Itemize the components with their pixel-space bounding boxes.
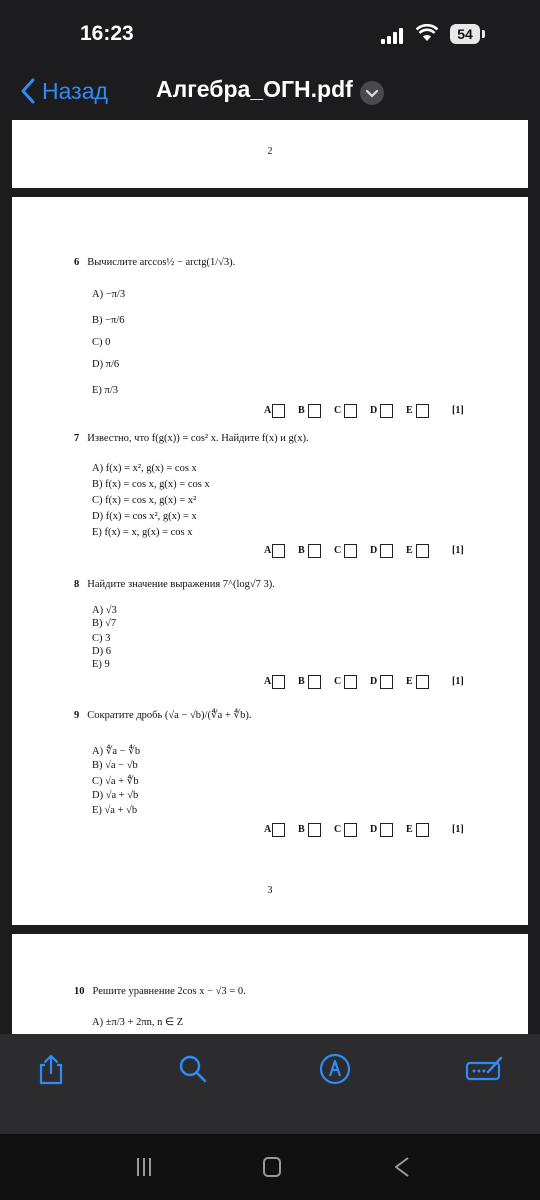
system-navigation-bar	[0, 1134, 540, 1200]
answer-label: C	[334, 545, 342, 556]
question-10	[74, 986, 246, 997]
markup-icon[interactable]	[318, 1052, 352, 1086]
answer-box-c	[344, 675, 357, 689]
battery-tip	[482, 30, 485, 38]
answer-label: D	[370, 545, 378, 556]
answer-box-a	[272, 404, 285, 418]
page-number: 3	[267, 885, 273, 896]
answer-box-b	[308, 675, 321, 689]
question-9	[74, 709, 252, 721]
option: B) √a − √b	[92, 760, 138, 771]
option: A) ±π/3 + 2πn, n ∈ Z	[92, 1017, 184, 1028]
answer-label: D	[370, 405, 378, 416]
status-time: 16:23	[80, 22, 134, 45]
answer-label: E	[406, 824, 413, 835]
battery-level: 54	[457, 26, 473, 42]
option: E) √a + √b	[92, 805, 138, 816]
answer-label: B	[298, 545, 305, 556]
answer-box-a	[272, 823, 285, 837]
option: E) π/3	[92, 385, 119, 396]
answer-label: A	[264, 545, 272, 556]
option: B) f(x) = cos x, g(x) = cos x	[92, 479, 210, 490]
form-fill-icon[interactable]	[464, 1052, 504, 1086]
question-number: 8	[74, 579, 80, 590]
option: D) f(x) = cos x², g(x) = x	[92, 511, 197, 522]
option: C) 0	[92, 337, 111, 348]
answer-box-d	[380, 675, 393, 689]
answer-marks: [1]	[452, 676, 464, 687]
document-title[interactable]: Алгебра_ОГН.pdf	[156, 76, 353, 102]
answer-box-d	[380, 404, 393, 418]
answer-box-e	[416, 544, 429, 558]
question-text: Сократите дробь (√a − √b)/(∜a + ∜b).	[87, 710, 252, 721]
option: D) π/6	[92, 359, 120, 370]
question-number: 7	[74, 433, 80, 444]
answer-label: A	[264, 405, 272, 416]
recent-apps-icon[interactable]	[134, 1156, 154, 1178]
answer-marks: [1]	[452, 824, 464, 835]
option: A) −π/3	[92, 289, 126, 300]
question-text: Найдите значение выражения 7^(log√7 3).	[87, 579, 275, 590]
pdf-page-3	[12, 197, 528, 925]
search-icon[interactable]	[176, 1052, 210, 1086]
question-6	[74, 257, 235, 268]
back-button-label: Назад	[42, 77, 108, 104]
answer-box-c	[344, 823, 357, 837]
option: A) ∜a − ∜b	[92, 746, 141, 757]
answer-box-b	[308, 823, 321, 837]
chevron-left-icon	[20, 78, 36, 104]
question-number: 9	[74, 710, 80, 721]
option: A) √3	[92, 605, 117, 616]
option: C) √a + ∜b	[92, 776, 139, 787]
chevron-down-icon	[360, 81, 384, 105]
status-bar	[0, 0, 540, 62]
answer-label: E	[406, 676, 413, 687]
answer-label: B	[298, 405, 305, 416]
option: E) f(x) = x, g(x) = cos x	[92, 527, 193, 538]
option: C) 3	[92, 633, 111, 644]
back-nav-icon[interactable]	[392, 1156, 412, 1178]
title-menu-button[interactable]	[360, 81, 384, 105]
answer-box-e	[416, 823, 429, 837]
pdf-page-2	[12, 120, 528, 188]
option: E) 9	[92, 659, 110, 670]
pdf-viewer[interactable]	[0, 120, 540, 1034]
option: A) f(x) = x², g(x) = cos x	[92, 463, 197, 474]
answer-label: A	[264, 676, 272, 687]
bottom-toolbar	[0, 1034, 540, 1134]
question-8	[74, 579, 275, 590]
answer-marks: [1]	[452, 405, 464, 416]
battery-icon	[450, 24, 480, 44]
answer-label: D	[370, 676, 378, 687]
option: C) f(x) = cos x, g(x) = x²	[92, 495, 197, 506]
question-text: Вычислите arccos½ − arctg(1/√3).	[87, 257, 236, 268]
question-number: 6	[74, 257, 80, 268]
option: B) √7	[92, 618, 117, 629]
answer-box-d	[380, 544, 393, 558]
answer-box-c	[344, 404, 357, 418]
navigation-bar	[0, 62, 540, 120]
answer-label: B	[298, 676, 305, 687]
pdf-page-next	[12, 934, 528, 1034]
wifi-icon	[416, 24, 438, 42]
cellular-signal-icon	[381, 28, 409, 44]
question-text: Известно, что f(g(x)) = cos² x. Найдите f(x) и g(x).	[87, 433, 309, 444]
answer-label: B	[298, 824, 305, 835]
answer-label: C	[334, 676, 342, 687]
question-7	[74, 433, 309, 444]
answer-box-e	[416, 404, 429, 418]
answer-box-e	[416, 675, 429, 689]
option: B) −π/6	[92, 315, 125, 326]
answer-box-d	[380, 823, 393, 837]
page-number: 2	[267, 146, 273, 157]
answer-label: E	[406, 405, 413, 416]
answer-label: E	[406, 545, 413, 556]
answer-label: C	[334, 405, 342, 416]
share-icon[interactable]	[34, 1052, 68, 1086]
back-button[interactable]	[20, 74, 108, 108]
answer-marks: [1]	[452, 545, 464, 556]
option: D) 6	[92, 646, 111, 657]
answer-box-a	[272, 544, 285, 558]
answer-box-b	[308, 404, 321, 418]
home-icon[interactable]	[262, 1156, 282, 1178]
answer-label: D	[370, 824, 378, 835]
answer-box-b	[308, 544, 321, 558]
question-number: 10	[74, 986, 85, 997]
answer-label: A	[264, 824, 272, 835]
question-text: Решите уравнение 2cos x − √3 = 0.	[92, 986, 246, 997]
answer-box-c	[344, 544, 357, 558]
option: D) √a + √b	[92, 790, 139, 801]
answer-label: C	[334, 824, 342, 835]
answer-box-a	[272, 675, 285, 689]
